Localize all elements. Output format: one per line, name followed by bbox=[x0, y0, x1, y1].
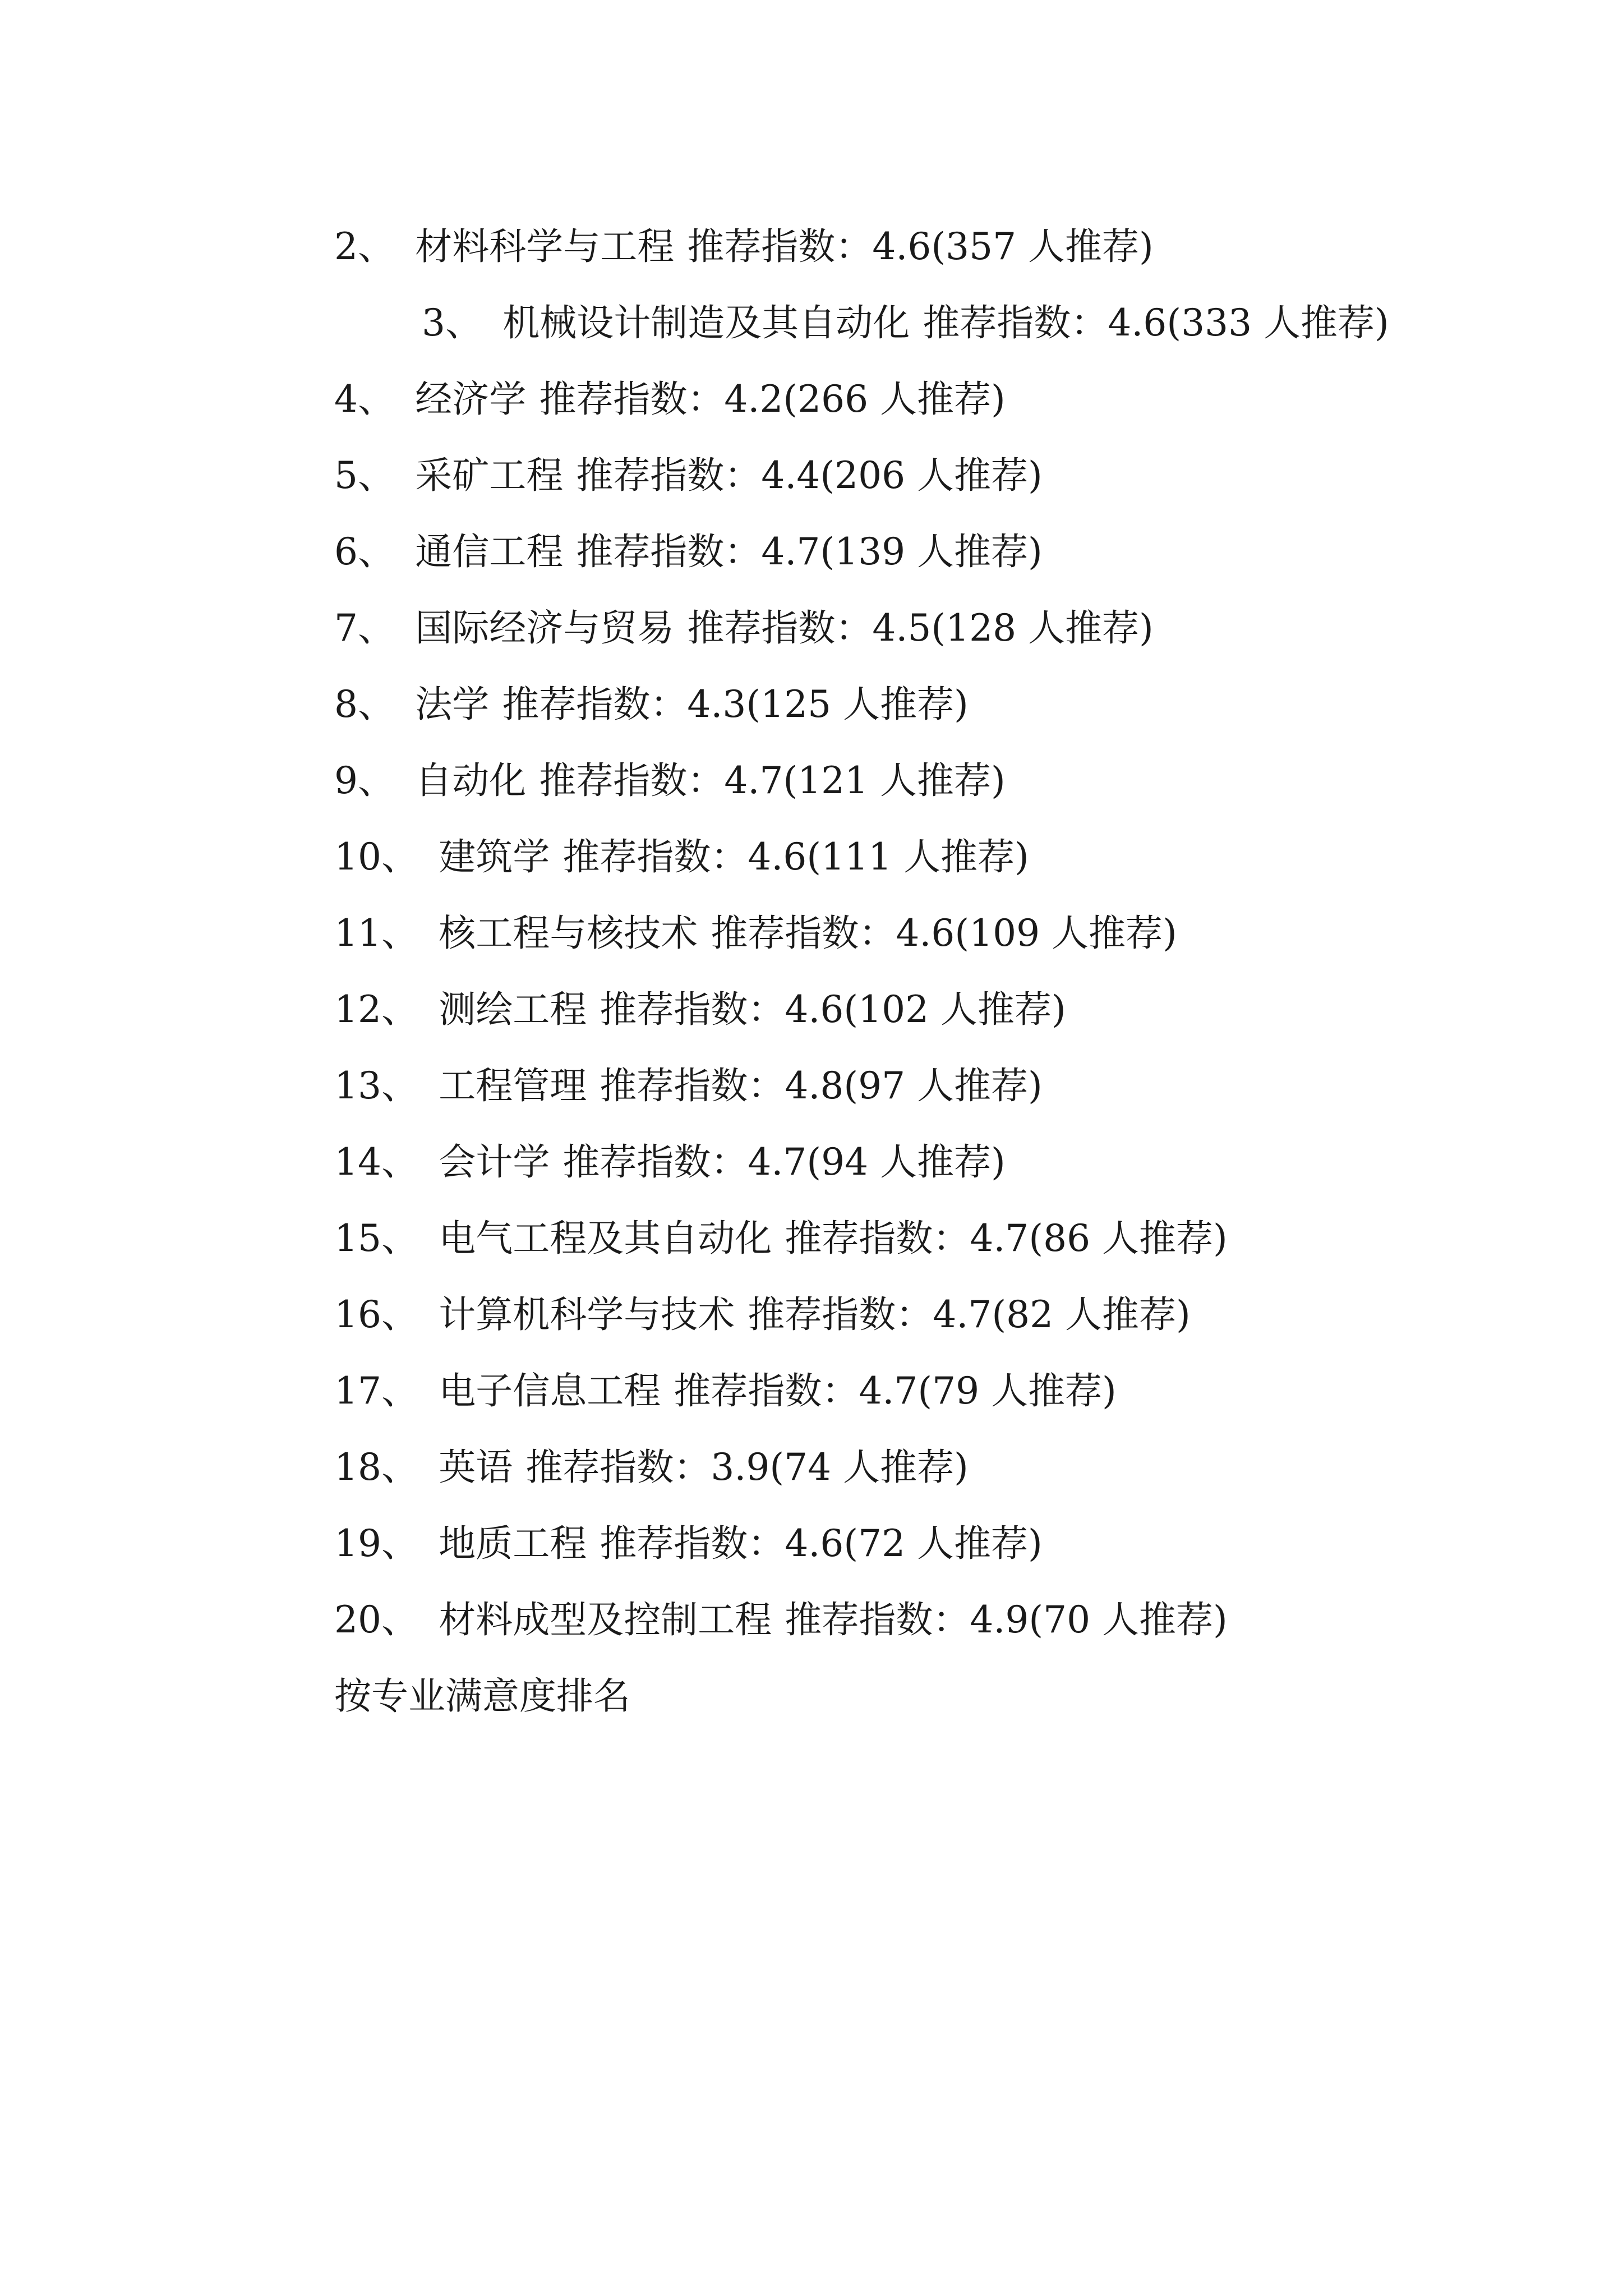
list-item bbox=[247, 361, 1393, 438]
item-count: (139 人推荐) bbox=[820, 530, 1043, 573]
item-score: 4.4 bbox=[761, 454, 820, 497]
list-item bbox=[247, 743, 1393, 819]
item-number: 12、 bbox=[334, 988, 418, 1031]
item-label: 推荐指数： bbox=[785, 1217, 970, 1260]
item-count: (125 人推荐) bbox=[746, 683, 969, 726]
list-item bbox=[247, 1429, 1393, 1506]
item-score: 4.7 bbox=[859, 1369, 918, 1412]
item-major: 机械设计制造及其自动化 bbox=[502, 301, 910, 344]
list-item bbox=[247, 1277, 1393, 1353]
item-score: 4.6 bbox=[785, 1522, 844, 1565]
item-label: 推荐指数： bbox=[923, 301, 1108, 344]
item-score: 4.6 bbox=[872, 225, 932, 268]
item-label: 推荐指数： bbox=[539, 378, 725, 421]
item-count: (206 人推荐) bbox=[820, 454, 1043, 497]
item-number: 3、 bbox=[422, 301, 482, 344]
item-score: 4.6 bbox=[896, 912, 955, 955]
list-item bbox=[247, 1200, 1393, 1277]
item-count: (357 人推荐) bbox=[931, 225, 1154, 268]
item-major: 材料科学与工程 bbox=[415, 225, 675, 268]
item-major: 国际经济与贸易 bbox=[415, 606, 675, 650]
item-number: 11、 bbox=[334, 912, 418, 955]
item-major: 采矿工程 bbox=[415, 454, 564, 497]
list-item bbox=[247, 819, 1393, 895]
item-label: 推荐指数： bbox=[748, 1293, 933, 1336]
item-number: 17、 bbox=[334, 1369, 418, 1412]
item-major: 地质工程 bbox=[439, 1522, 587, 1565]
list-item bbox=[247, 438, 1393, 514]
item-score: 4.9 bbox=[970, 1598, 1029, 1641]
item-count: (266 人推荐) bbox=[783, 378, 1006, 421]
item-label: 推荐指数： bbox=[600, 988, 785, 1031]
item-count: (79 人推荐) bbox=[917, 1369, 1117, 1412]
item-count: (97 人推荐) bbox=[843, 1064, 1043, 1107]
item-score: 4.7 bbox=[748, 1140, 807, 1184]
item-major: 测绘工程 bbox=[439, 988, 587, 1031]
item-number: 15、 bbox=[334, 1217, 418, 1260]
item-score: 4.3 bbox=[687, 683, 746, 726]
item-number: 6、 bbox=[334, 530, 395, 573]
item-count: (82 人推荐) bbox=[992, 1293, 1191, 1336]
item-major: 电子信息工程 bbox=[439, 1369, 661, 1412]
item-number: 10、 bbox=[334, 835, 418, 878]
item-label: 推荐指数： bbox=[525, 1446, 711, 1489]
item-score: 4.6 bbox=[748, 835, 807, 878]
item-number: 7、 bbox=[334, 606, 395, 650]
item-number: 13、 bbox=[334, 1064, 418, 1107]
item-label: 推荐指数： bbox=[674, 1369, 859, 1412]
item-count: (102 人推荐) bbox=[843, 988, 1066, 1031]
item-count: (74 人推荐) bbox=[769, 1446, 969, 1489]
item-major: 建筑学 bbox=[439, 835, 550, 878]
item-score: 4.6 bbox=[785, 988, 844, 1031]
section-heading: 按专业满意度排名 bbox=[334, 1674, 630, 1718]
item-number: 16、 bbox=[334, 1293, 418, 1336]
list-item bbox=[247, 1124, 1393, 1200]
item-label: 推荐指数： bbox=[576, 454, 762, 497]
item-label: 推荐指数： bbox=[562, 1140, 748, 1184]
item-label: 推荐指数： bbox=[539, 759, 725, 802]
list-item bbox=[247, 209, 1393, 285]
item-count: (72 人推荐) bbox=[843, 1522, 1043, 1565]
list-item bbox=[247, 590, 1393, 666]
item-number: 19、 bbox=[334, 1522, 418, 1565]
item-major: 工程管理 bbox=[439, 1064, 587, 1107]
item-major: 自动化 bbox=[415, 759, 527, 802]
item-score: 4.5 bbox=[872, 606, 932, 650]
item-count: (111 人推荐) bbox=[806, 835, 1029, 878]
list-item bbox=[247, 514, 1393, 590]
item-score: 4.7 bbox=[724, 759, 783, 802]
item-number: 5、 bbox=[334, 454, 395, 497]
item-count: (86 人推荐) bbox=[1029, 1217, 1228, 1260]
item-major: 核工程与核技术 bbox=[439, 912, 698, 955]
item-score: 4.7 bbox=[761, 530, 820, 573]
item-major: 材料成型及控制工程 bbox=[439, 1598, 772, 1641]
item-label: 推荐指数： bbox=[600, 1522, 785, 1565]
item-score: 4.7 bbox=[933, 1293, 992, 1336]
item-score: 4.8 bbox=[785, 1064, 844, 1107]
item-label: 推荐指数： bbox=[687, 225, 873, 268]
item-major: 英语 bbox=[439, 1446, 513, 1489]
list-item bbox=[247, 895, 1393, 972]
item-number: 14、 bbox=[334, 1140, 418, 1184]
item-count: (333 人推荐) bbox=[1166, 301, 1389, 344]
item-score: 4.7 bbox=[970, 1217, 1029, 1260]
item-major: 通信工程 bbox=[415, 530, 564, 573]
item-number: 2、 bbox=[334, 225, 395, 268]
list-item bbox=[247, 1582, 1393, 1658]
item-number: 9、 bbox=[334, 759, 395, 802]
item-number: 18、 bbox=[334, 1446, 418, 1489]
list-item bbox=[247, 1353, 1393, 1429]
item-label: 推荐指数： bbox=[562, 835, 748, 878]
item-count: (70 人推荐) bbox=[1029, 1598, 1228, 1641]
item-number: 8、 bbox=[334, 683, 395, 726]
item-score: 4.2 bbox=[724, 378, 783, 421]
item-score: 3.9 bbox=[711, 1446, 770, 1489]
item-label: 推荐指数： bbox=[785, 1598, 970, 1641]
item-major: 计算机科学与技术 bbox=[439, 1293, 735, 1336]
item-major: 法学 bbox=[415, 683, 490, 726]
ranking-list bbox=[247, 209, 1393, 1734]
item-major: 电气工程及其自动化 bbox=[439, 1217, 772, 1260]
list-item bbox=[247, 666, 1393, 743]
list-item bbox=[247, 1506, 1393, 1582]
item-count: (128 人推荐) bbox=[931, 606, 1154, 650]
item-number: 20、 bbox=[334, 1598, 418, 1641]
list-item bbox=[247, 972, 1393, 1048]
item-count: (109 人推荐) bbox=[955, 912, 1177, 955]
item-count: (121 人推荐) bbox=[783, 759, 1006, 802]
item-major: 经济学 bbox=[415, 378, 527, 421]
item-score: 4.6 bbox=[1108, 301, 1167, 344]
list-item bbox=[247, 285, 1393, 361]
item-count: (94 人推荐) bbox=[806, 1140, 1006, 1184]
list-item bbox=[247, 1048, 1393, 1124]
item-label: 推荐指数： bbox=[687, 606, 873, 650]
item-label: 推荐指数： bbox=[711, 912, 896, 955]
item-label: 推荐指数： bbox=[502, 683, 688, 726]
item-label: 推荐指数： bbox=[576, 530, 762, 573]
item-label: 推荐指数： bbox=[600, 1064, 785, 1107]
item-major: 会计学 bbox=[439, 1140, 550, 1184]
item-number: 4、 bbox=[334, 378, 395, 421]
